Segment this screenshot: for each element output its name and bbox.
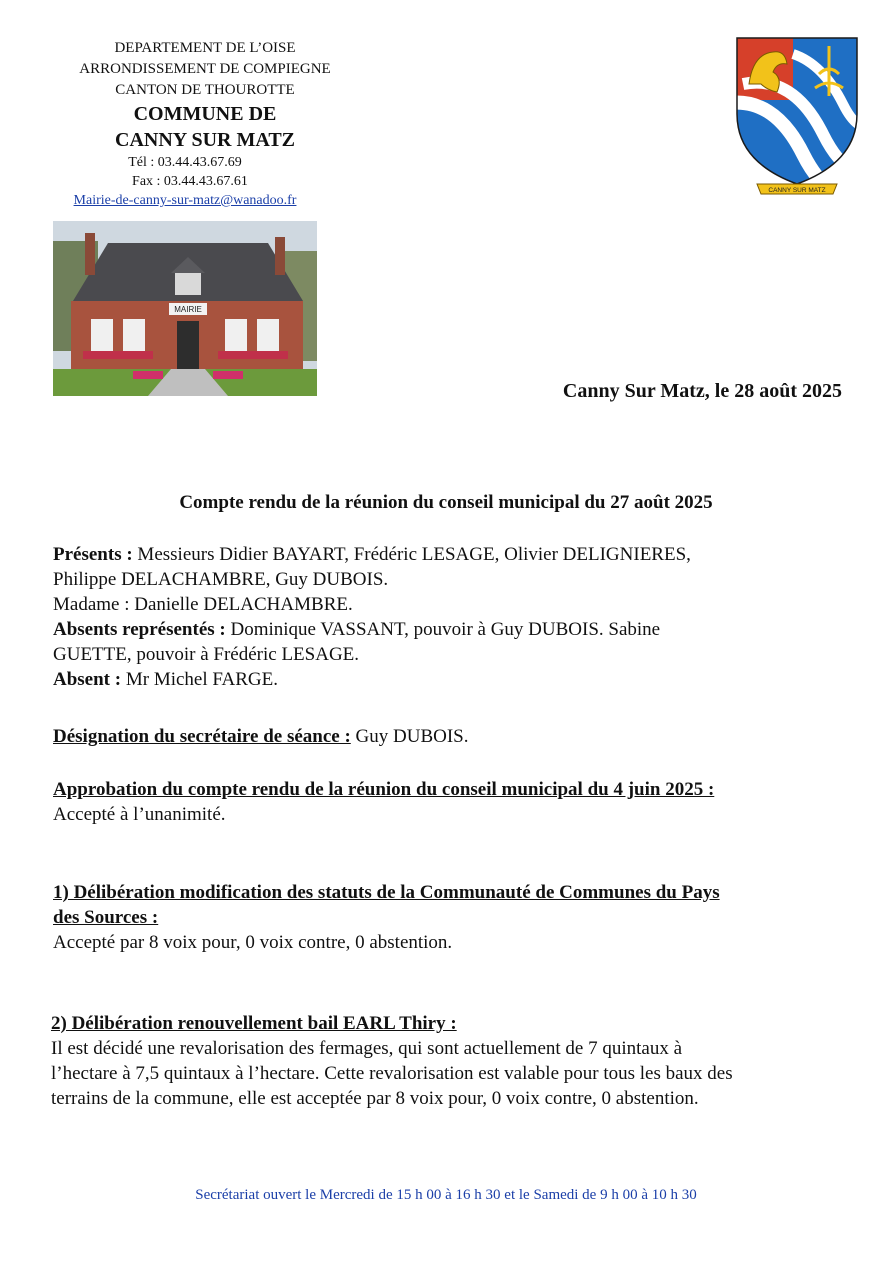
item1-label-line1: 1) Délibération modification des statuts de la Communauté de Communes du Pays: [53, 882, 720, 903]
commune-line2: CANNY SUR MATZ: [115, 129, 295, 151]
present-line2: Philippe DELACHAMBRE, Guy DUBOIS.: [53, 569, 389, 590]
madame-line: Madame : Danielle DELACHAMBRE.: [53, 594, 353, 615]
secretary-label: Désignation du secrétaire de séance :: [53, 726, 351, 747]
item1-text: Accepté par 8 voix pour, 0 voix contre, 0 abstention.: [53, 932, 453, 953]
email-link[interactable]: Mairie-de-canny-sur-matz@wanadoo.fr: [73, 193, 297, 208]
present-line1: Messieurs Didier BAYART, Frédéric LESAGE, Olivier DELIGNIERES,: [132, 544, 691, 565]
item1-section: [53, 880, 853, 955]
absent-text: Mr Michel FARGE.: [121, 669, 279, 690]
letterhead: [40, 38, 370, 210]
item2-line2: l’hectare à 7,5 quintaux à l’hectare. Cette revalorisation est valable pour tous les baux des: [51, 1063, 733, 1084]
approval-label: Approbation du compte rendu de la réunion du conseil municipal du 4 juin 2025 :: [53, 779, 715, 800]
absent-label: Absent :: [53, 669, 122, 690]
dateline: Canny Sur Matz, le 28 août 2025: [562, 380, 842, 402]
attendance-section: [53, 542, 853, 692]
represented-line2: GUETTE, pouvoir à Frédéric LESAGE.: [53, 644, 360, 665]
secretary-text: Guy DUBOIS.: [350, 726, 469, 747]
document-title: Compte rendu de la réunion du conseil municipal du 27 août 2025: [179, 492, 713, 513]
office-hours-footer: Secrétariat ouvert le Mercredi de 15 h 00 à 16 h 30 et le Samedi de 9 h 00 à 10 h 30: [195, 1187, 697, 1203]
approval-section: [53, 777, 853, 827]
present-label: Présents :: [53, 544, 133, 565]
approval-text: Accepté à l’unanimité.: [53, 804, 226, 825]
telephone: Tél : 03.44.43.67.69: [128, 155, 242, 170]
canton: CANTON DE THOUROTTE: [115, 82, 295, 98]
mairie-sign: MAIRIE: [174, 305, 202, 314]
crest-banner: CANNY SUR MATZ: [768, 187, 826, 194]
town-hall-photo: [53, 221, 317, 396]
secretary-section: [53, 724, 853, 749]
item2-line3: terrains de la commune, elle est acceptée par 8 voix pour, 0 voix contre, 0 abstention.: [51, 1088, 699, 1109]
arrondissement: ARRONDISSEMENT DE COMPIEGNE: [79, 61, 331, 77]
fax: Fax : 03.44.43.67.61: [132, 174, 248, 189]
item2-section: [51, 1011, 866, 1111]
coat-of-arms: [733, 34, 861, 202]
represented-line1: Dominique VASSANT, pouvoir à Guy DUBOIS. Sabine: [225, 619, 661, 640]
represented-label: Absents représentés :: [53, 619, 226, 640]
item2-label: 2) Délibération renouvellement bail EARL Thiry :: [51, 1013, 457, 1034]
item2-line1: Il est décidé une revalorisation des fermages, qui sont actuellement de 7 quintaux à: [51, 1038, 683, 1059]
department: DEPARTEMENT DE L’OISE: [114, 40, 296, 56]
item1-label-line2: des Sources :: [53, 907, 159, 928]
commune-line1: COMMUNE DE: [133, 103, 277, 125]
